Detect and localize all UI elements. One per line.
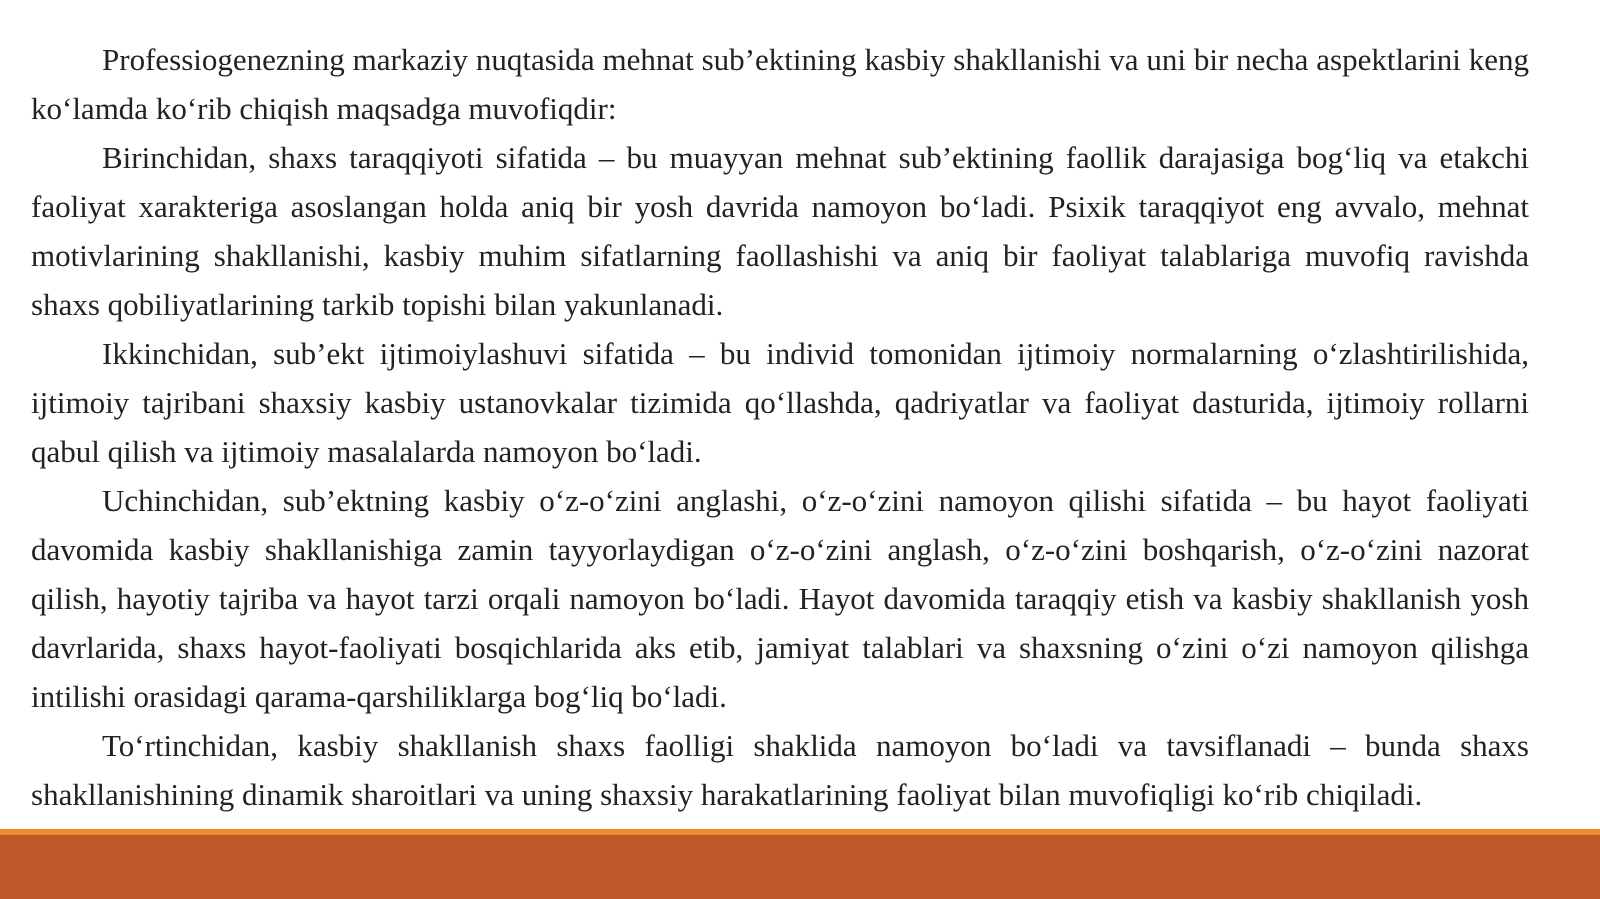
paragraph-first: Birinchidan, shaxs taraqqiyoti sifatida – bu muayyan mehnat sub’ektining faollik darajasiga bogʻliq va etakchi faoliyat xarakteriga asoslangan holda aniq bir yosh davrida namoyon boʻladi. Psixik taraqqiyot eng avvalo, mehnat motivlarining shakllanishi, kasbiy muhim sifatlarning faollashishi va aniq bir faoliyat talablariga muvofiq ravishda shaxs qobiliyatlarining tarkib topishi bilan yakunlanadi. <box>31 140 1529 322</box>
paragraph-second: Ikkinchidan, sub’ekt ijtimoiylashuvi sifatida – bu individ tomonidan ijtimoiy normalarning oʻzlashtirilishida, ijtimoiy tajribani shaxsiy kasbiy ustanovkalar tizimida qoʻllashda, qadriyatlar va faoliyat dasturida, ijtimoiy rollarni qabul qilish va ijtimoiy masalalarda namoyon boʻladi. <box>31 336 1529 469</box>
paragraph-fourth: Toʻrtinchidan, kasbiy shakllanish shaxs faolligi shaklida namoyon boʻladi va tavsiflanadi – bunda shaxs shakllanishining dinamik sharoitlari va uning shaxsiy harakatlarining faoliyat bilan muvofiqligi koʻrib chiqiladi. <box>31 728 1529 812</box>
body-text <box>31 35 1529 819</box>
paragraph-third: Uchinchidan, sub’ektning kasbiy oʻz-oʻzini anglashi, oʻz-oʻzini namoyon qilishi sifatida – bu hayot faoliyati davomida kasbiy shakllanishiga zamin tayyorlaydigan oʻz-oʻzini anglash, oʻz-oʻzini boshqarish, oʻz-oʻzini nazorat qilish, hayotiy tajriba va hayot tarzi orqali namoyon boʻladi. Hayot davomida taraqqiy etish va kasbiy shakllanish yosh davrlarida, shaxs hayot-faoliyati bosqichlarida aks etib, jamiyat talablari va shaxsning oʻzini oʻzi namoyon qilishga intilishi orasidagi qarama-qarshiliklarga bogʻliq boʻladi. <box>31 483 1529 714</box>
footer-bar <box>0 835 1600 899</box>
paragraph-intro: Professiogenezning markaziy nuqtasida mehnat sub’ektining kasbiy shakllanishi va uni bir necha aspektlarini keng koʻlamda koʻrib chiqish maqsadga muvofiqdir: <box>31 42 1529 126</box>
